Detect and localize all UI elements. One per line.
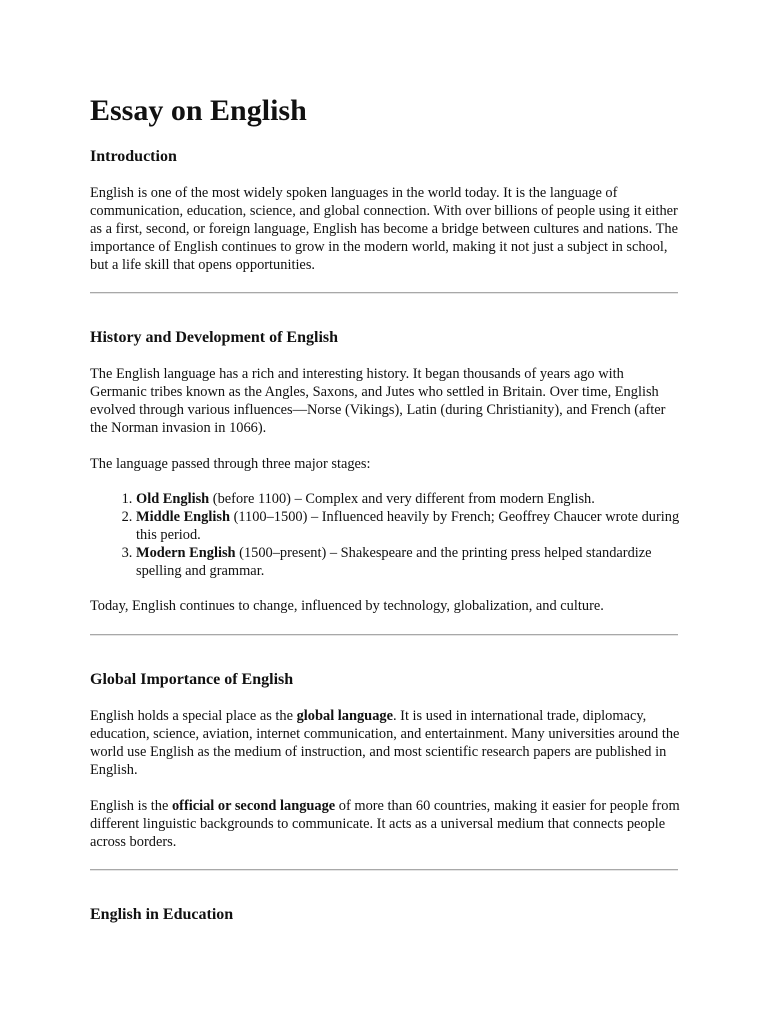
stages-list xyxy=(90,490,680,580)
list-item: 1. Old English (before 1100) – Complex and very different from modern English. xyxy=(136,490,680,508)
global-paragraph-2: English is the official or second language of more than 60 countries, making it easier for people from different linguistic backgrounds to communicate. It acts as a universal medium that connects people across borders. xyxy=(90,798,680,850)
section-divider xyxy=(90,869,678,871)
history-paragraph-3: Today, English continues to change, influenced by technology, globalization, and culture. xyxy=(90,598,604,614)
list-item: 2. Middle English (1100–1500) – Influenced heavily by French; Geoffrey Chaucer wrote during this period. xyxy=(136,508,680,544)
section-divider xyxy=(90,634,678,636)
global-paragraph-1: English holds a special place as the global language. It is used in international trade, diplomacy, education, science, aviation, internet communication, and entertainment. Many universities around the world use English as the medium of instruction, and most scientific research papers are published in English. xyxy=(90,708,680,778)
intro-paragraph: English is one of the most widely spoken languages in the world today. It is the language of communication, education, science, and global connection. With over billions of people using it either as a first, second, or foreign language, English has become a bridge between cultures and nations. The importance of English continues to grow in the modern world, making it not just a subject in school, but a life skill that opens opportunities. xyxy=(90,185,678,273)
section-heading-history: History and Development of English xyxy=(90,329,339,346)
essay-title: Essay on English xyxy=(90,94,307,127)
section-heading-global-importance: Global Importance of English xyxy=(90,671,294,688)
section-heading-introduction: Introduction xyxy=(90,148,177,165)
section-divider xyxy=(90,292,678,294)
history-paragraph-1: The English language has a rich and interesting history. It began thousands of years ago with Germanic tribes known as the Angles, Saxons, and Jutes who settled in Britain. Over time, English evolved through various influences—Norse (Vikings), Latin (during Christianity), and French (after the Norman invasion in 1066). xyxy=(90,366,666,436)
history-paragraph-2: The language passed through three major stages: xyxy=(90,456,371,472)
list-item: 3. Modern English (1500–present) – Shakespeare and the printing press helped standardize spelling and grammar. xyxy=(136,544,680,580)
section-heading-education: English in Education xyxy=(90,906,234,923)
